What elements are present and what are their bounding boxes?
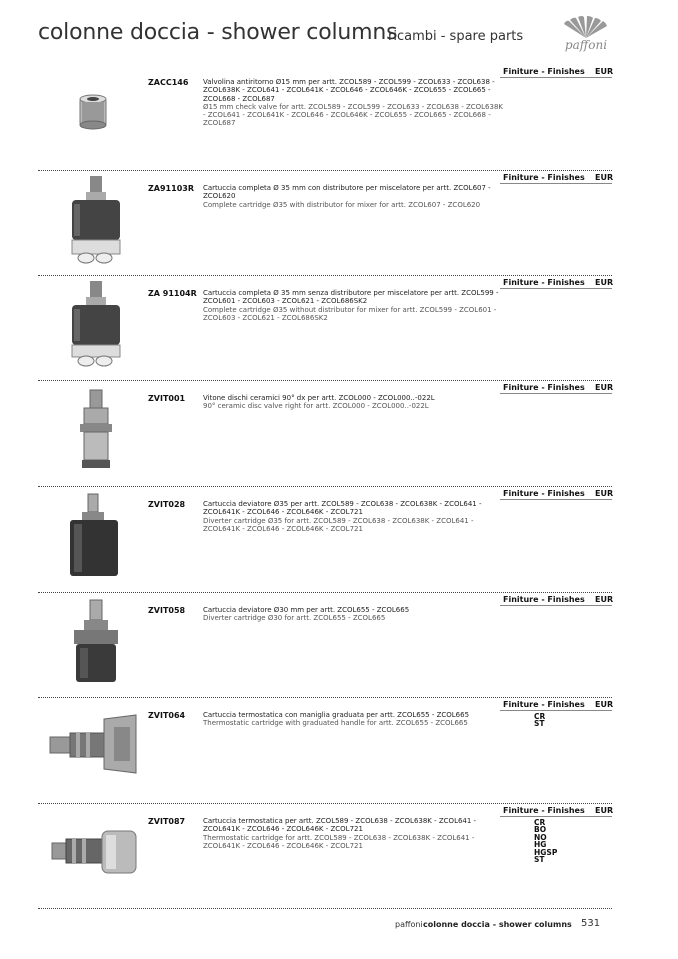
product-code: ZVIT028 xyxy=(148,500,186,509)
description-en: Ø15 mm check valve for artt. ZCOL589 - ZCOL599 - ZCOL633 - ZCOL638 - ZCOL638K - ZCOL641 - ZCOL641K - ZCOL646 - ZCOL646K - ZCOL655 - ZCOL665 - ZCOL668 - ZCOL687 xyxy=(203,102,503,128)
eur-header: EUR xyxy=(595,489,614,498)
fan-logo-icon xyxy=(556,16,616,40)
brand-logo xyxy=(556,16,616,56)
description-it: Cartuccia deviatore Ø35 per artt. ZCOL589 - ZCOL638 - ZCOL638K - ZCOL641 - ZCOL641K - ZCOL646 - ZCOL646K - ZCOL721 xyxy=(203,500,482,517)
product-description xyxy=(203,78,503,128)
finish-code: ST xyxy=(534,719,545,729)
description-en: Thermostatic cartridge with graduated handle for artt. ZCOL655 - ZCOL665 xyxy=(203,719,468,728)
finishes-header: Finiture - Finishes xyxy=(503,489,585,498)
product-description xyxy=(203,289,503,322)
finish-code: CR xyxy=(534,818,546,827)
product-row xyxy=(0,275,678,381)
finish-code: CR xyxy=(534,712,546,721)
finishes-header: Finiture - Finishes xyxy=(503,700,585,709)
diverter-cartridge-image xyxy=(70,598,122,688)
finishes-header: Finiture - Finishes xyxy=(503,278,585,287)
product-code: ZVIT087 xyxy=(148,817,186,826)
finish-codes xyxy=(534,819,557,863)
product-description xyxy=(203,500,503,533)
product-description xyxy=(203,184,503,209)
product-row xyxy=(0,486,678,592)
page-subtitle: ricambi - spare parts xyxy=(388,29,524,44)
dotted-separator xyxy=(38,592,612,593)
description-en: 90° ceramic disc valve right for artt. ZCOL000 - ZCOL000..-022L xyxy=(203,402,429,411)
finishes-header: Finiture - Finishes xyxy=(503,595,585,604)
description-it: Cartuccia termostatica con maniglia graduata per artt. ZCOL655 - ZCOL665 xyxy=(203,711,470,719)
product-row xyxy=(0,64,678,170)
description-it: Cartuccia completa Ø 35 mm con distributore per miscelatore per artt. ZCOL607 - ZCOL620 xyxy=(203,184,491,201)
header-rule xyxy=(500,816,612,817)
page-title: colonne doccia - shower columns xyxy=(38,20,398,45)
cartridge-image xyxy=(66,174,126,266)
dotted-separator xyxy=(38,486,612,487)
dotted-separator xyxy=(38,803,612,804)
finish-code: ST xyxy=(534,855,545,865)
eur-header: EUR xyxy=(595,383,614,392)
eur-header: EUR xyxy=(595,278,614,287)
product-description xyxy=(203,817,503,850)
eur-header: EUR xyxy=(595,806,614,815)
logo-text: paffoni xyxy=(564,38,608,52)
eur-header: EUR xyxy=(595,173,614,182)
product-description xyxy=(203,394,503,411)
page-footer xyxy=(0,905,678,945)
thermostatic-cartridge-image xyxy=(50,825,140,881)
description-it: Valvolina antiritorno Ø15 mm per artt. ZCOL589 - ZCOL599 - ZCOL633 - ZCOL638 - ZCOL638K - ZCOL641 - ZCOL641K - ZCOL646 - ZCOL646K - ZCOL655 - ZCOL665 - ZCOL668 - ZCOL687 xyxy=(203,78,495,103)
finishes-header: Finiture - Finishes xyxy=(503,806,585,815)
finish-code: NO xyxy=(534,832,547,842)
product-code: ZVIT064 xyxy=(148,711,186,720)
header-rule xyxy=(500,183,612,184)
product-code: ZACC146 xyxy=(148,78,189,87)
description-it: Vitone dischi ceramici 90° dx per artt. ZCOL000 - ZCOL000..-022L xyxy=(203,394,435,402)
product-row xyxy=(0,697,678,803)
dotted-separator xyxy=(38,275,612,276)
description-en: Complete cartridge Ø35 with distributor for mixer for artt. ZCOL607 - ZCOL620 xyxy=(203,200,481,209)
header-rule xyxy=(500,393,612,394)
product-description xyxy=(203,606,503,623)
diverter-cartridge-image xyxy=(66,492,122,580)
eur-header: EUR xyxy=(595,595,614,604)
product-row xyxy=(0,380,678,486)
description-it: Cartuccia termostatica per artt. ZCOL589 - ZCOL638 - ZCOL638K - ZCOL641 - ZCOL641K - ZCOL646 - ZCOL646K - ZCOL721 xyxy=(203,817,477,834)
thermostatic-cartridge-image xyxy=(46,713,140,777)
header-rule xyxy=(500,77,612,78)
product-row xyxy=(0,803,678,909)
product-code: ZA 91104R xyxy=(148,289,197,298)
footer-section-title: colonne doccia - shower columns xyxy=(423,920,572,929)
product-code: ZVIT001 xyxy=(148,394,186,403)
product-code: ZVIT058 xyxy=(148,606,186,615)
product-row xyxy=(0,170,678,276)
finish-code: BO xyxy=(534,825,547,835)
page-header xyxy=(0,0,678,60)
description-en: Complete cartridge Ø35 without distributor for mixer for artt. ZCOL599 - ZCOL601 - ZCOL603 - ZCOL621 - ZCOL686SK2 xyxy=(203,305,497,322)
cartridge-image xyxy=(66,279,126,371)
description-en: Diverter cartridge Ø35 for artt. ZCOL589 - ZCOL638 - ZCOL638K - ZCOL641 - ZCOL641K - ZCOL646 - ZCOL646K - ZCOL721 xyxy=(203,516,474,533)
dotted-separator xyxy=(38,908,612,909)
dotted-separator xyxy=(38,170,612,171)
product-description xyxy=(203,711,503,728)
description-en: Thermostatic cartridge for artt. ZCOL589 - ZCOL638 - ZCOL638K - ZCOL641 - ZCOL641K - ZCOL646 - ZCOL646K - ZCOL721 xyxy=(203,833,475,850)
product-row xyxy=(0,592,678,698)
eur-header: EUR xyxy=(595,67,614,76)
dotted-separator xyxy=(38,697,612,698)
description-it: Cartuccia deviatore Ø30 mm per artt. ZCOL655 - ZCOL665 xyxy=(203,606,410,614)
header-rule xyxy=(500,605,612,606)
eur-header: EUR xyxy=(595,700,614,709)
header-rule xyxy=(500,710,612,711)
check-valve-image xyxy=(78,94,108,130)
finish-code: HG xyxy=(534,840,547,850)
page-number: 531 xyxy=(581,918,601,929)
header-rule xyxy=(500,499,612,500)
finishes-header: Finiture - Finishes xyxy=(503,383,585,392)
description-it: Cartuccia completa Ø 35 mm senza distributore per miscelatore per artt. ZCOL599 - ZCOL601 - ZCOL603 - ZCOL621 - ZCOL686SK2 xyxy=(203,289,499,306)
finish-codes xyxy=(534,713,545,728)
finish-code: HGSP xyxy=(534,847,558,857)
header-rule xyxy=(500,288,612,289)
finishes-header: Finiture - Finishes xyxy=(503,67,585,76)
product-code: ZA91103R xyxy=(148,184,194,193)
description-en: Diverter cartridge Ø30 for artt. ZCOL655 - ZCOL665 xyxy=(203,614,386,623)
dotted-separator xyxy=(38,380,612,381)
finishes-header: Finiture - Finishes xyxy=(503,173,585,182)
ceramic-valve-image xyxy=(74,388,118,472)
footer-brand: paffoni xyxy=(395,920,423,929)
